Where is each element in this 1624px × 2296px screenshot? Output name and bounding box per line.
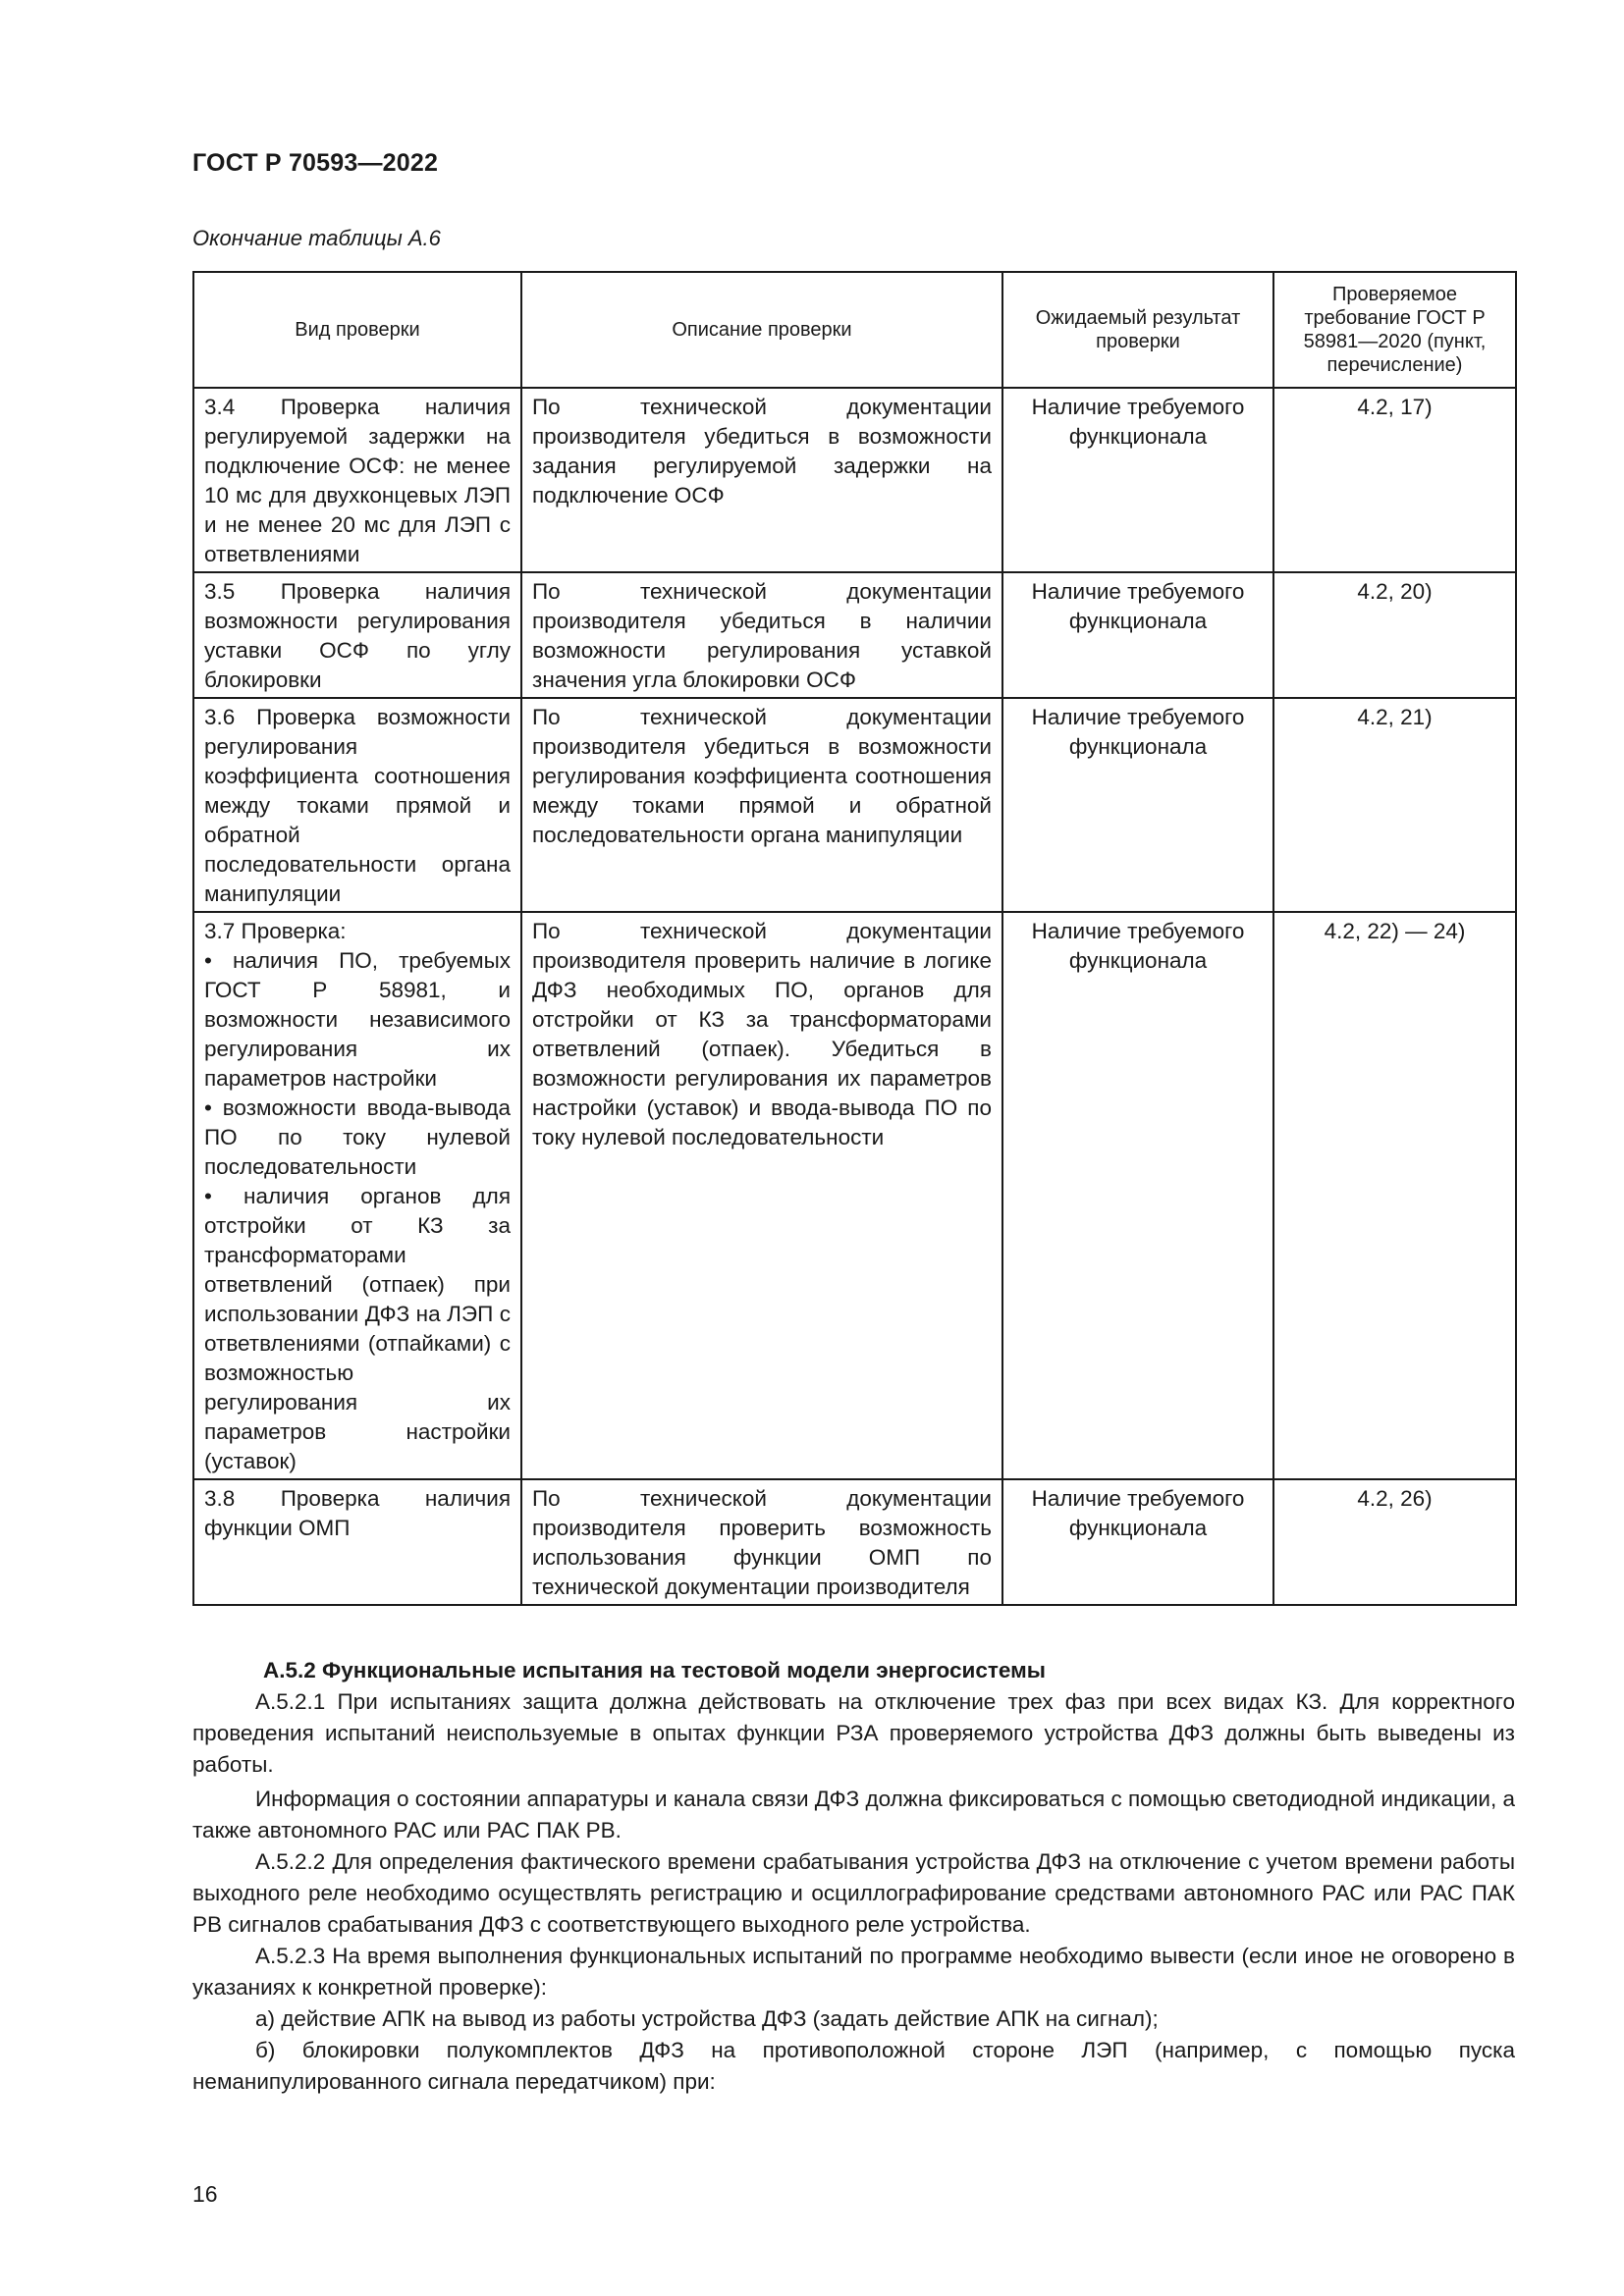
header-check-description: Описание проверки [521, 272, 1002, 388]
table-caption: Окончание таблицы А.6 [192, 226, 441, 250]
cell-expected-result: Наличие требуемого функционала [1002, 388, 1273, 572]
cell-expected-result: Наличие требуемого функционала [1002, 1479, 1273, 1605]
table-row [193, 698, 1516, 912]
table-row [193, 388, 1516, 572]
checks-table [192, 271, 1517, 1606]
cell-description: По технической документации производителя убедиться в наличии возможности регулирования уставкой значения угла блокировки ОСФ [521, 572, 1002, 698]
header-check-type: Вид проверки [193, 272, 521, 388]
page-number: 16 [192, 2181, 218, 2207]
section-title: А.5.2 Функциональные испытания на тестовой модели энергосистемы [263, 1658, 1046, 1682]
paragraph: А.5.2.3 На время выполнения функциональных испытаний по программе необходимо вывести (если иное не оговорено в указаниях к конкретной проверке): [192, 1944, 1515, 2000]
cell-expected-result: Наличие требуемого функционала [1002, 572, 1273, 698]
list-item: б) блокировки полукомплектов ДФЗ на противоположной стороне ЛЭП (например, с помощью пуска неманипулированного сигнала передатчиком) при: [192, 2038, 1515, 2094]
cell-requirement: 4.2, 21) [1273, 698, 1516, 912]
table-row [193, 1479, 1516, 1605]
cell-expected-result: Наличие требуемого функционала [1002, 912, 1273, 1479]
paragraph: Информация о состоянии аппаратуры и канала связи ДФЗ должна фиксироваться с помощью светодиодной индикации, а также автономного РАС или РАС ПАК РВ. [192, 1787, 1515, 1842]
cell-expected-result: Наличие требуемого функционала [1002, 698, 1273, 912]
cell-requirement: 4.2, 17) [1273, 388, 1516, 572]
paragraph: А.5.2.2 Для определения фактического времени срабатывания устройства ДФЗ на отключение с учетом времени работы выходного реле необходимо осуществлять регистрацию и осциллографирование средствами автономного РАС или РАС ПАК РВ сигналов срабатывания ДФЗ с соответствующего выходного реле устройства. [192, 1849, 1515, 1937]
header-expected-result: Ожидаемый результат проверки [1002, 272, 1273, 388]
cell-check-type: 3.6 Проверка возможности регулирования коэффициента соотношения между токами прямой и обратной последовательности органа манипуляции [193, 698, 521, 912]
cell-description: По технической документации производителя убедиться в возможности задания регулируемой задержки на подключение ОСФ [521, 388, 1002, 572]
cell-description: По технической документации производителя проверить возможность использования функции ОМП по технической документации производителя [521, 1479, 1002, 1605]
cell-description: По технической документации производителя проверить наличие в логике ДФЗ необходимых ПО, органов для отстройки от КЗ за трансформаторами ответвлений (отпаек). Убедиться в возможности регулирования их параметров настройки (уставок) и ввода-вывода ПО по току нулевой последовательности [521, 912, 1002, 1479]
cell-check-type: 3.5 Проверка наличия возможности регулирования уставки ОСФ по углу блокировки [193, 572, 521, 698]
table-row [193, 572, 1516, 698]
cell-check-type: 3.4 Проверка наличия регулируемой задержки на подключение ОСФ: не менее 10 мс для двухконцевых ЛЭП и не менее 20 мс для ЛЭП с ответвлениями [193, 388, 521, 572]
header-requirement: Проверяемое требование ГОСТ Р 58981—2020 (пункт, перечисление) [1273, 272, 1516, 388]
table-header-row [193, 272, 1516, 388]
table-row [193, 912, 1516, 1479]
body-text [192, 1655, 1515, 2098]
list-item: а) действие АПК на вывод из работы устройства ДФЗ (задать действие АПК на сигнал); [255, 2006, 1159, 2031]
cell-check-type: 3.7 Проверка: • наличия ПО, требуемых ГОСТ Р 58981, и возможности независимого регулирования их параметров настройки • возможности ввода-вывода ПО по току нулевой последовательности • наличия органов для отстройки от КЗ за трансформаторами ответвлений (отпаек) при использовании ДФЗ на ЛЭП с ответвлениями (отпайками) с возможностью регулирования их параметров настройки (уставок) [193, 912, 521, 1479]
cell-check-type: 3.8 Проверка наличия функции ОМП [193, 1479, 521, 1605]
cell-requirement: 4.2, 22) — 24) [1273, 912, 1516, 1479]
document-code-header: ГОСТ Р 70593—2022 [192, 149, 439, 177]
cell-requirement: 4.2, 26) [1273, 1479, 1516, 1605]
cell-requirement: 4.2, 20) [1273, 572, 1516, 698]
paragraph: А.5.2.1 При испытаниях защита должна действовать на отключение трех фаз при всех видах КЗ. Для корректного проведения испытаний неиспользуемые в опытах функции РЗА проверяемого устройства ДФЗ должны быть выведены из работы. [192, 1689, 1515, 1777]
cell-description: По технической документации производителя убедиться в возможности регулирования коэффициента соотношения между токами прямой и обратной последовательности органа манипуляции [521, 698, 1002, 912]
